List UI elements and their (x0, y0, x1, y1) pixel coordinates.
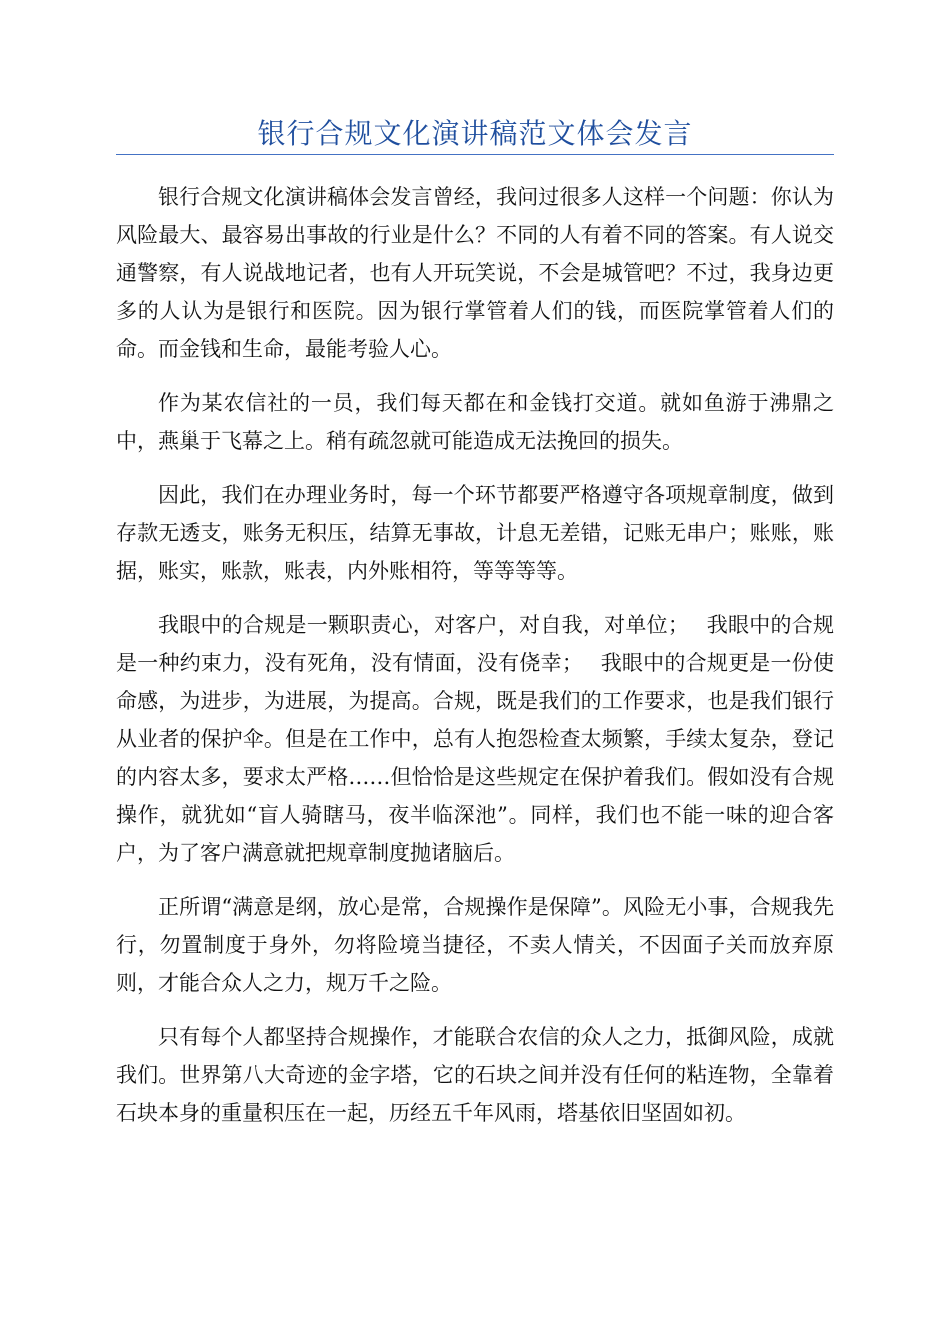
paragraph-4: 我眼中的合规是一颗职责心，对客户，对自我，对单位； 我眼中的合规是一种约束力，没有死角，没有情面，没有侥幸； 我眼中的合规更是一份使命感，为进步，为进展，为提高。合规，既是我们的工作要求，也是我们银行从业者的保护伞。但是在工作中，总有人抱怨检查太频繁，手续太复杂，登记的内容太多，要求太严格……但恰恰是这些规定在保护着我们。假如没有合规操作，就犹如“盲人骑瞎马，夜半临深池”。同样，我们也不能一味的迎合客户，为了客户满意就把规章制度抛诸脑后。 (116, 613, 834, 865)
title-underline (116, 154, 834, 155)
document-title: 银行合规文化演讲稿范文体会发言 (257, 117, 693, 150)
paragraph-5: 正所谓“满意是纲，放心是常，合规操作是保障”。风险无小事，合规我先行，勿置制度于身外，勿将险境当捷径，不卖人情关，不因面子关而放弃原则，才能合众人之力，规万千之险。 (116, 895, 834, 995)
paragraph-3: 因此，我们在办理业务时，每一个环节都要严格遵守各项规章制度，做到存款无透支，账务无积压，结算无事故，计息无差错，记账无串户；账账，账据，账实，账款，账表，内外账相符，等等等等。 (116, 483, 834, 583)
paragraph-6: 只有每个人都坚持合规操作，才能联合农信的众人之力，抵御风险，成就我们。世界第八大奇迹的金字塔，它的石块之间并没有任何的粘连物，全靠着石块本身的重量积压在一起，历经五千年风雨，塔基依旧坚固如初。 (116, 1025, 834, 1125)
document-body (116, 178, 834, 1148)
paragraph-1: 银行合规文化演讲稿体会发言曾经，我问过很多人这样一个问题：你认为风险最大、最容易出事故的行业是什么？不同的人有着不同的答案。有人说交通警察，有人说战地记者，也有人开玩笑说，不会是城管吧？不过，我身边更多的人认为是银行和医院。因为银行掌管着人们的钱，而医院掌管着人们的命。而金钱和生命，最能考验人心。 (116, 185, 834, 361)
paragraph-2: 作为某农信社的一员，我们每天都在和金钱打交道。就如鱼游于沸鼎之中，燕巢于飞幕之上。稍有疏忽就可能造成无法挽回的损失。 (116, 391, 834, 453)
